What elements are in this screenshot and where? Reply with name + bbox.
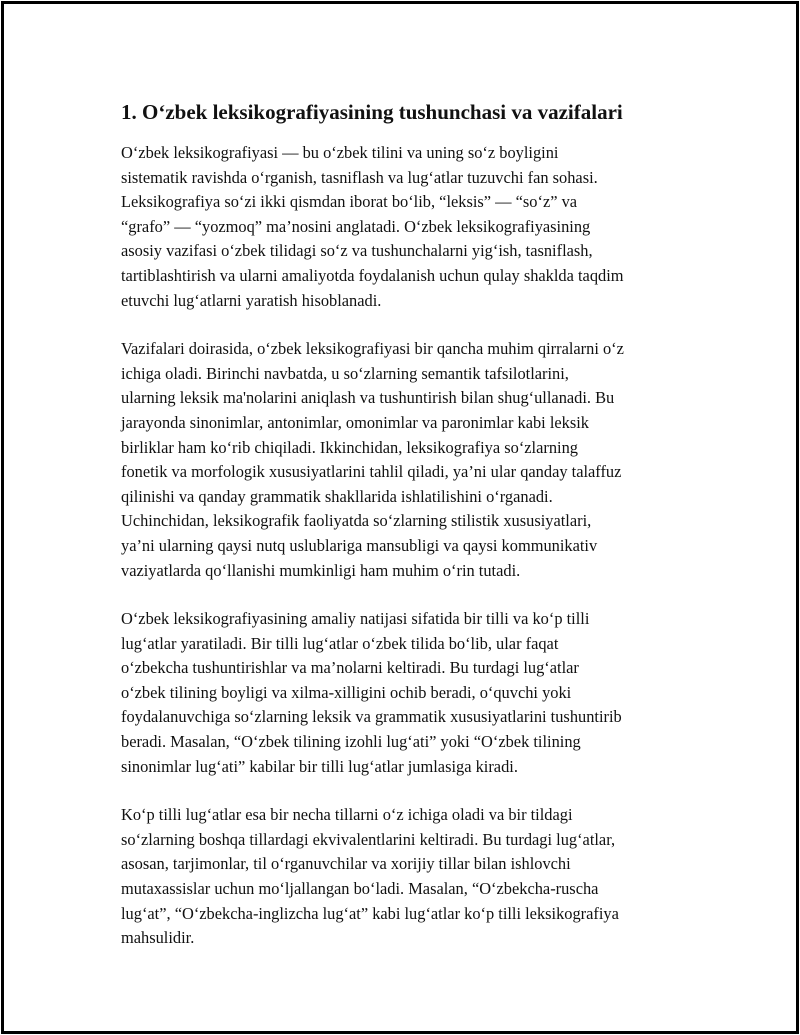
text-line: lug‘at”, “O‘zbekcha-inglizcha lug‘at” kabi lug‘atlar ko‘p tilli leksikografiya	[121, 903, 619, 923]
text-line: “grafo” — “yozmoq” ma’nosini anglatadi. O‘zbek leksikografiyasining	[121, 216, 591, 236]
text-line: Leksikografiya so‘zi ikki qismdan iborat bo‘lib, “leksis” — “so‘z” va	[121, 192, 578, 212]
text-line: O‘zbek leksikografiyasining amaliy natijasi sifatida bir tilli va ko‘p tilli	[121, 609, 590, 629]
paragraph-tasks	[121, 337, 721, 583]
text-line: O‘zbek leksikografiyasi — bu o‘zbek tilini va uning so‘z boyligini	[121, 143, 559, 162]
text-line: etuvchi lug‘atlarni yaratish hisoblanadi.	[121, 290, 382, 310]
paragraph-definition	[121, 141, 721, 313]
text-line: vaziyatlarda qo‘llanishi mumkinligi ham muhim o‘rin tutadi.	[121, 560, 521, 580]
document-body	[121, 99, 721, 975]
text-line: foydalanuvchiga so‘zlarning leksik va grammatik xususiyatlarini tushuntirib	[121, 707, 622, 727]
text-line: tartiblashtirish va ularni amaliyotda foydalanish uchun qulay shaklda taqdim	[121, 265, 624, 285]
text-line: sinonimlar lug‘ati” kabilar bir tilli lug‘atlar jumlasiga kiradi.	[121, 756, 518, 776]
text-line: ya’ni ularning qaysi nutq uslublariga mansubligi va qaysi kommunikativ	[121, 535, 598, 555]
text-line: Ko‘p tilli lug‘atlar esa bir necha tillarni o‘z ichiga oladi va bir tildagi	[121, 805, 573, 825]
text-line: sistematik ravishda o‘rganish, tasniflash va lug‘atlar tuzuvchi fan sohasi.	[121, 167, 598, 187]
text-line: fonetik va morfologik xususiyatlarini tahlil qiladi, ya’ni ular qanday talaffuz	[121, 462, 622, 482]
text-line: asosan, tarjimonlar, til o‘rganuvchilar va xorijiy tillar bilan ishlovchi	[121, 854, 571, 874]
text-line: beradi. Masalan, “O‘zbek tilining izohli lug‘ati” yoki “O‘zbek tilining	[121, 732, 581, 752]
text-line: mutaxassislar uchun mo‘ljallangan bo‘ladi. Masalan, “O‘zbekcha-ruscha	[121, 879, 599, 899]
text-line: qilinishi va qanday grammatik shakllarida ishlatilishini o‘rganadi.	[121, 486, 553, 506]
text-line: birliklar ham ko‘rib chiqiladi. Ikkinchidan, leksikografiya so‘zlarning	[121, 437, 578, 457]
text-line: Uchinchidan, leksikografik faoliyatda so‘zlarning stilistik xususiyatlari,	[121, 511, 592, 531]
paragraph-monolingual-dictionaries	[121, 607, 721, 779]
text-line: o‘zbekcha tushuntirishlar va ma’nolarni keltiradi. Bu turdagi lug‘atlar	[121, 658, 579, 678]
text-line: ularning leksik ma'nolarini aniqlash va tushuntirish bilan shug‘ullanadi. Bu	[121, 388, 615, 408]
paragraph-multilingual-dictionaries	[121, 803, 721, 951]
text-line: jarayonda sinonimlar, antonimlar, omonimlar va paronimlar kabi leksik	[121, 412, 589, 432]
page-frame	[1, 1, 799, 1034]
text-line: o‘zbek tilining boyligi va xilma-xilligini ochib beradi, o‘quvchi yoki	[121, 682, 572, 702]
text-line: asosiy vazifasi o‘zbek tilidagi so‘z va tushunchalarni yig‘ish, tasniflash,	[121, 241, 593, 261]
text-line: ichiga oladi. Birinchi navbatda, u so‘zlarning semantik tafsilotlarini,	[121, 363, 569, 383]
text-line: lug‘atlar yaratiladi. Bir tilli lug‘atlar o‘zbek tilida bo‘lib, ular faqat	[121, 633, 559, 653]
text-line: so‘zlarning boshqa tillardagi ekvivalentlarini keltiradi. Bu turdagi lug‘atlar,	[121, 829, 616, 849]
section-heading: 1. O‘zbek leksikografiyasining tushunchasi va vazifalari	[121, 100, 623, 124]
text-line: mahsulidir.	[121, 928, 195, 948]
text-line: Vazifalari doirasida, o‘zbek leksikografiyasi bir qancha muhim qirralarni o‘z	[121, 339, 624, 359]
